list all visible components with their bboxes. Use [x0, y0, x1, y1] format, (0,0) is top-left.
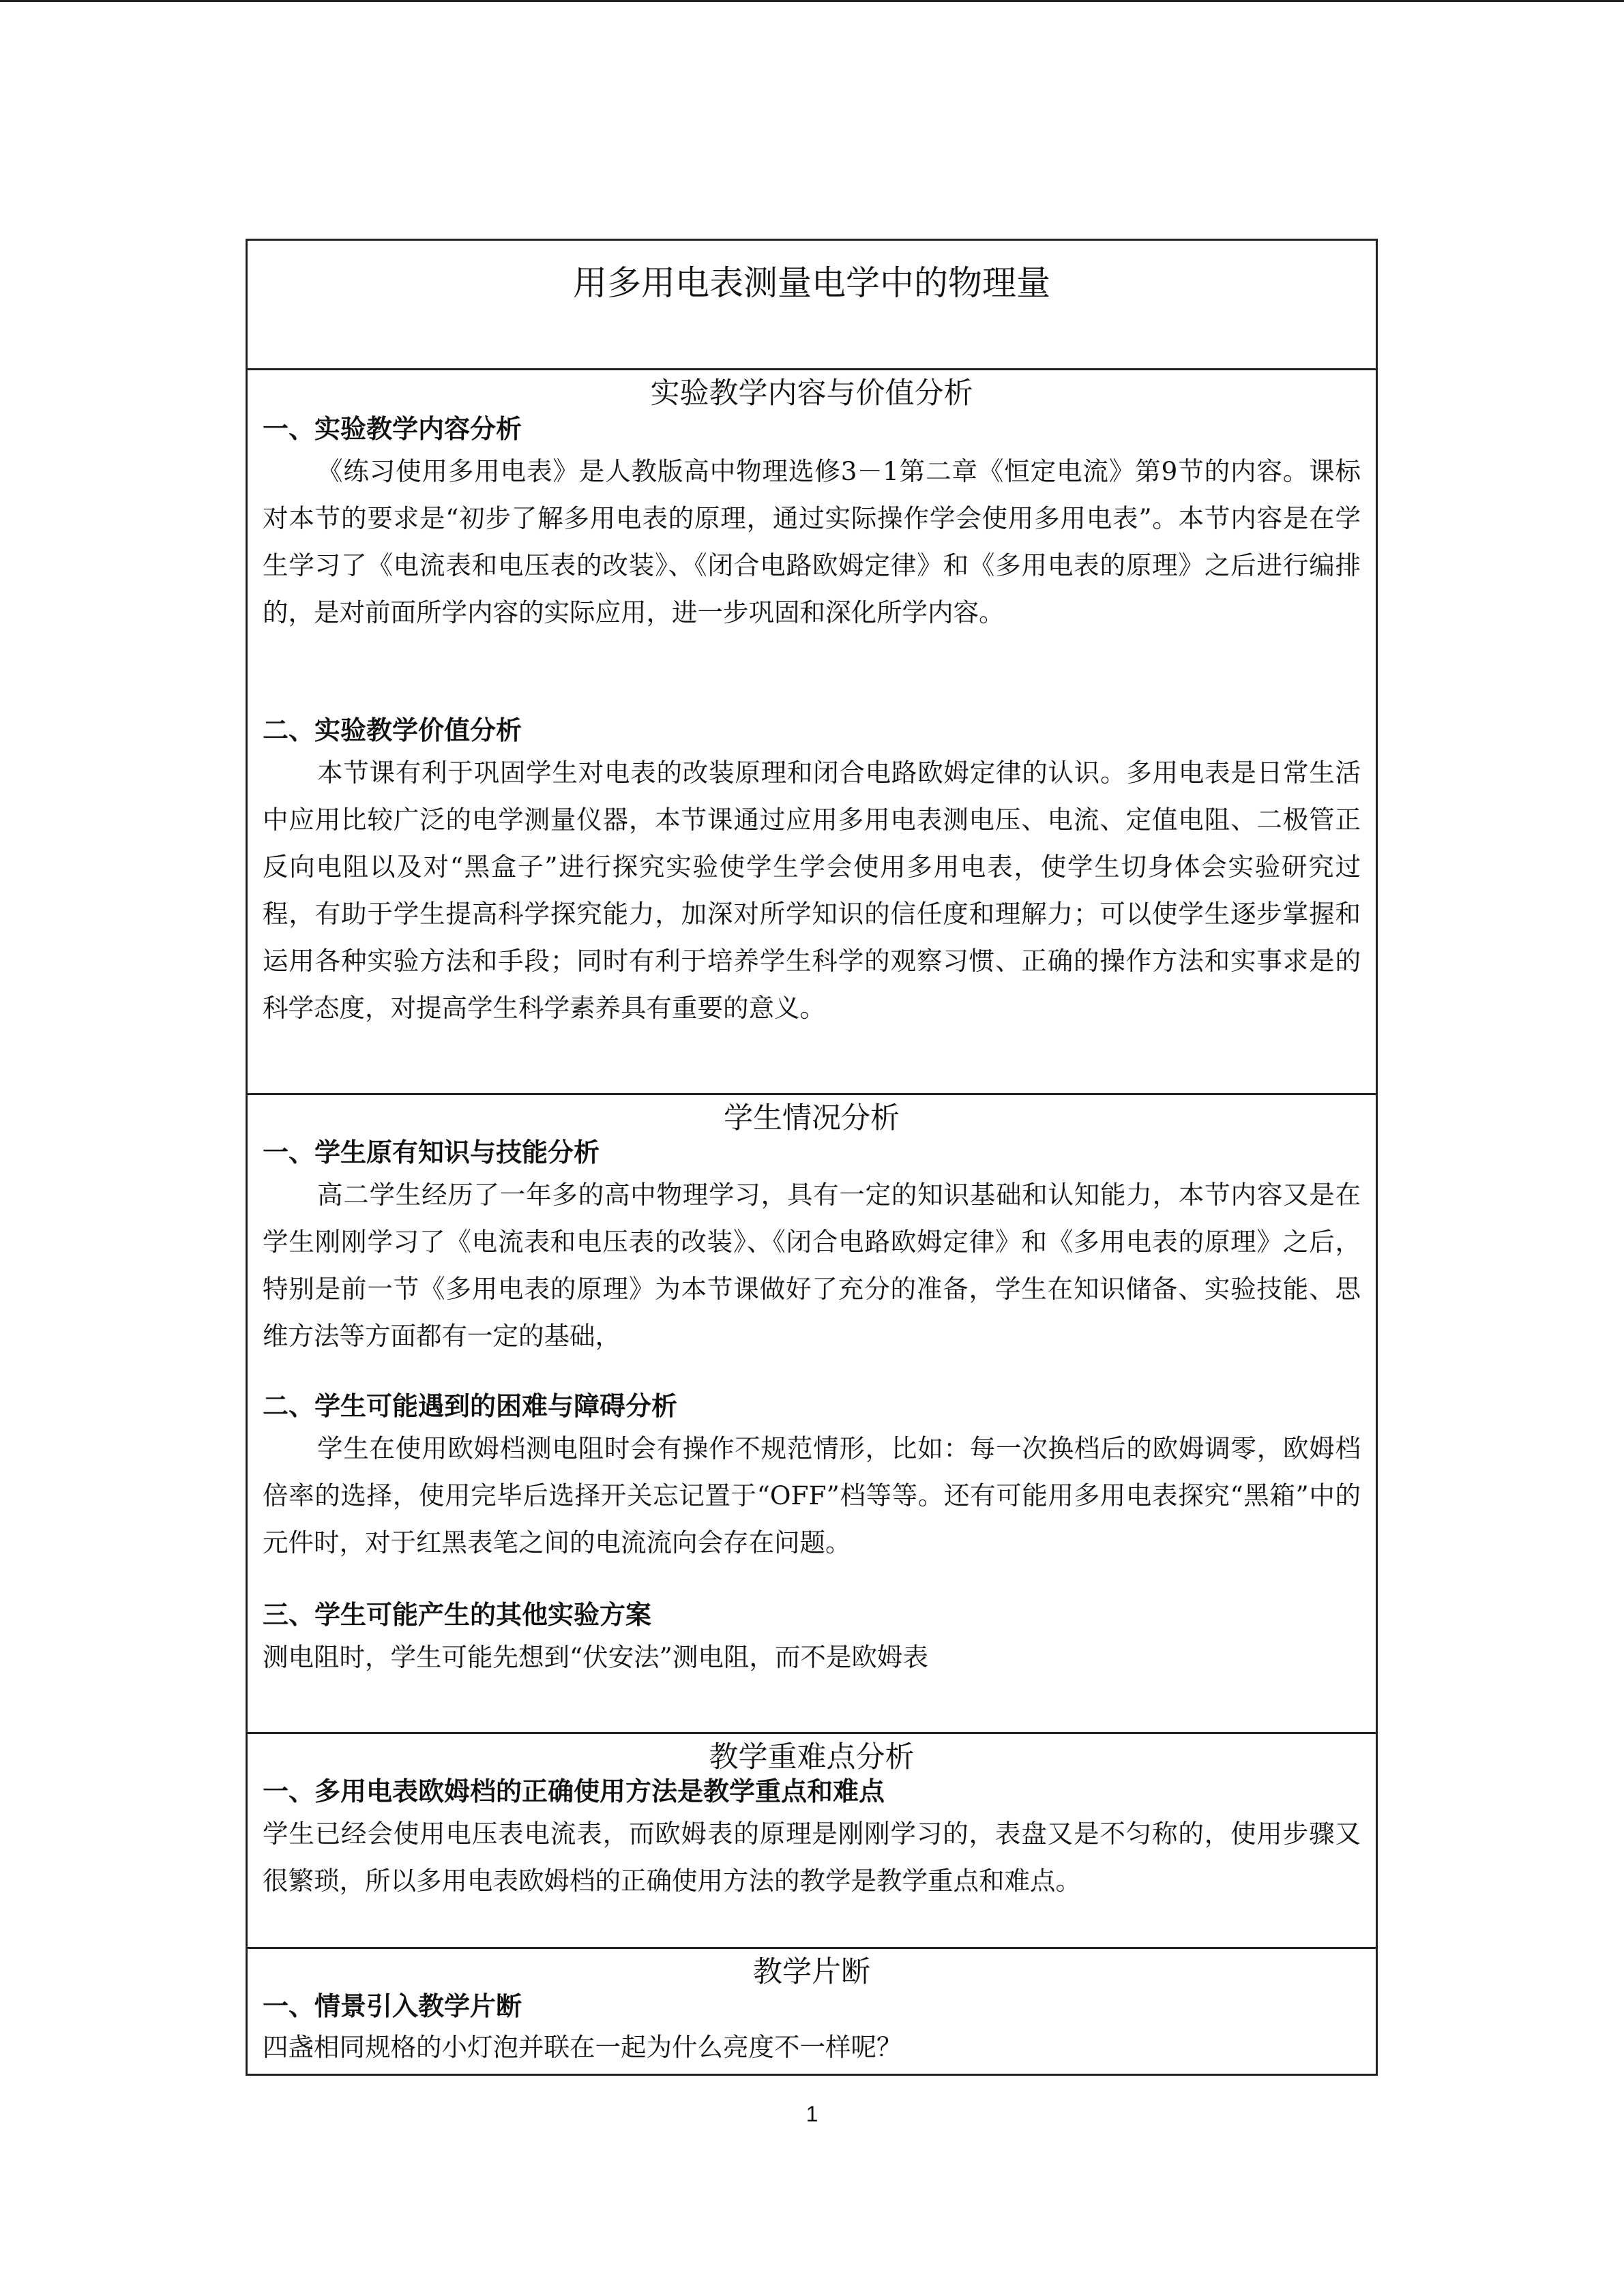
value-analysis-text: 本节课有利于巩固学生对电表的改装原理和闭合电路欧姆定律的认识。多用电表是日常生活中应用比较广泛的电学测量仪器，本节课通过应用多用电表测电压、电流、定值电阻、二极管正反向电阻以及对“黑盒子”进行探究实验使学生学会使用多用电表，使学生切身体会实验研究过程，有助于学生提高科学探究能力，加深对所学知识的信任度和理解力；可以使学生逐步掌握和运用各种实验方法和手段；同时有利于培养学生科学的观察习惯、正确的操作方法和实事求是的科学态度，对提高学生科学素养具有重要的意义。 [263, 758, 1361, 1023]
prior-knowledge-heading: 一、学生原有知识与技能分析 [263, 1137, 600, 1167]
alternative-plans-heading: 三、学生可能产生的其他实验方案 [263, 1600, 652, 1630]
student-analysis-title: 学生情况分析 [724, 1101, 900, 1135]
alternative-plans-text: 测电阻时，学生可能先想到“伏安法”测电阻，而不是欧姆表 [263, 1642, 928, 1672]
key-points-section [248, 1734, 1376, 1949]
student-analysis-section [248, 1095, 1376, 1734]
key-points-heading: 一、多用电表欧姆档的正确使用方法是教学重点和难点 [263, 1776, 885, 1806]
content-analysis-section [248, 370, 1376, 1095]
content-analysis-text: 《练习使用多用电表》是人教版高中物理选修3－1第二章《恒定电流》第9节的内容。课标对本节的要求是“初步了解多用电表的原理，通过实际操作学会使用多用电表”。本节内容是在学生学习了《电流表和电压表的改装》、《闭合电路欧姆定律》和《多用电表的原理》之后进行编排的，是对前面所学内容的实际应用，进一步巩固和深化所学内容。 [263, 456, 1361, 627]
prior-knowledge-text: 高二学生经历了一年多的高中物理学习，具有一定的知识基础和认知能力，本节内容又是在学生刚刚学习了《电流表和电压表的改装》、《闭合电路欧姆定律》和《多用电表的原理》之后，特别是前一节《多用电表的原理》为本节课做好了充分的准备，学生在知识储备、实验技能、思维方法等方面都有一定的基础， [263, 1180, 1361, 1351]
document-table [246, 239, 1378, 2076]
page-top-border [0, 0, 1624, 2]
page-number: 1 [806, 2102, 818, 2126]
key-points-text: 学生已经会使用电压表电流表，而欧姆表的原理是刚刚学习的，表盘又是不匀称的，使用步骤又很繁琐，所以多用电表欧姆档的正确使用方法的教学是教学重点和难点。 [263, 1819, 1361, 1896]
teaching-segment-title: 教学片断 [753, 1955, 870, 1989]
scenario-intro-heading: 一、情景引入教学片断 [263, 1991, 522, 2021]
teaching-segment-section [248, 1949, 1376, 2078]
value-analysis-heading: 二、实验教学价值分析 [263, 715, 522, 745]
key-points-title: 教学重难点分析 [709, 1740, 915, 1774]
scenario-intro-text: 四盏相同规格的小灯泡并联在一起为什么亮度不一样呢？ [263, 2032, 902, 2062]
page-title: 用多用电表测量电学中的物理量 [573, 263, 1050, 303]
content-analysis-heading: 一、实验教学内容分析 [263, 414, 522, 444]
difficulties-heading: 二、学生可能遇到的困难与障碍分析 [263, 1391, 678, 1421]
title-section [248, 241, 1376, 370]
difficulties-text: 学生在使用欧姆档测电阻时会有操作不规范情形，比如：每一次换档后的欧姆调零，欧姆档倍率的选择，使用完毕后选择开关忘记置于“OFF”档等等。还有可能用多用电表探究“黑箱”中的元件时，对于红黑表笔之间的电流流向会存在问题。 [263, 1433, 1361, 1557]
content-analysis-title: 实验教学内容与价值分析 [650, 376, 973, 411]
